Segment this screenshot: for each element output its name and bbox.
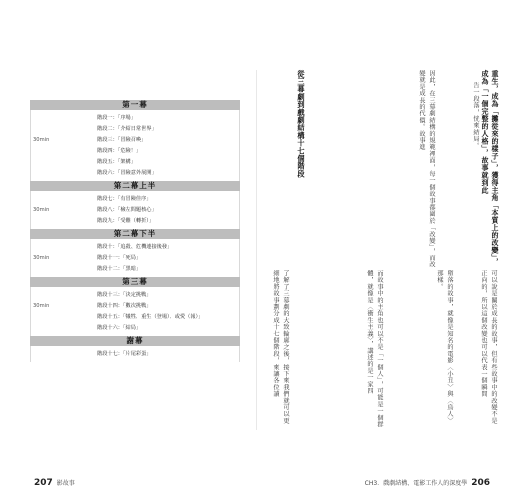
stage-row xyxy=(31,134,239,145)
stage-row xyxy=(31,215,239,226)
act-block xyxy=(30,346,240,362)
act-block xyxy=(30,191,240,229)
act-header: 第二幕下半 xyxy=(30,229,240,239)
act-header: 第三幕 xyxy=(30,277,240,287)
stage-row xyxy=(31,322,239,333)
stage-label: 階段七：「有冒險佳序」 xyxy=(97,196,152,202)
stage-label: 階段三：「冒險召喚」 xyxy=(97,137,147,143)
act-block xyxy=(30,239,240,277)
left-page xyxy=(20,70,250,488)
paragraph-col-4: 可以說是關於成長的故事，但有些故事中的改變不是正向的，所以這個改變也可以代表一個瞬間 xyxy=(480,270,497,425)
act-block xyxy=(30,110,240,181)
stage-label: 階段九：「受難（轉折）」 xyxy=(97,218,155,224)
stage-row xyxy=(31,311,239,322)
stage-row xyxy=(31,193,239,204)
stage-label: 階段十一：「死局」 xyxy=(97,255,142,261)
act-duration: 30min xyxy=(33,136,50,143)
stage-label: 階段十二：「黑暗」 xyxy=(97,266,142,272)
right-footer-chapter: CH3．戲劇結構、電影工作人的深度學 xyxy=(364,480,468,487)
stage-label: 階段八：「檢左問題核心」 xyxy=(97,207,157,213)
stage-row xyxy=(31,145,239,156)
act-block xyxy=(30,287,240,336)
stage-row xyxy=(31,156,239,167)
stage-label: 階段十五：「犧牲．重生（登場）．或愛（報）」 xyxy=(97,314,204,320)
right-page-number: 206 xyxy=(471,478,490,488)
stage-label: 階段一：「序場」 xyxy=(97,115,136,121)
stage-label: 階段五：「架構」 xyxy=(97,159,136,165)
stage-label: 階段十：「追殺、危機連接後發」 xyxy=(97,244,173,250)
act-duration: 30min xyxy=(33,206,50,213)
paragraph-col-2: 告一段落，恍來結局。 xyxy=(472,82,479,149)
right-footer xyxy=(365,478,490,488)
paragraph-col-6: 而故事中的主角也可以不是「一個人」，可能是一個群體，就像是〈衝生主義〉，講述的是一家四 xyxy=(366,270,383,428)
paragraph-col-3: 因此，在三幕劇結構的規範裡面，每一個故事都圍於「改變」，而改變就是成長的代價。故事進 xyxy=(418,70,435,268)
stage-row xyxy=(31,252,239,263)
stage-row xyxy=(31,300,239,311)
stage-label: 階段十四：「數次挑戰」 xyxy=(97,303,152,309)
stage-row xyxy=(31,167,239,178)
stage-row xyxy=(31,289,239,300)
act-duration: 30min xyxy=(33,254,50,261)
act-header: 第二幕上半 xyxy=(30,181,240,191)
act-duration: 30min xyxy=(33,302,50,309)
stage-row xyxy=(31,123,239,134)
left-page-number: 207 xyxy=(34,478,53,488)
act-header: 謝幕 xyxy=(30,336,240,346)
left-footer xyxy=(34,478,75,488)
paragraph-col-5: 墮落的故事，就像是知名的電影〈小丑〉與〈鳥人〉那樣。 xyxy=(436,270,453,425)
stage-row xyxy=(31,263,239,274)
stage-label: 階段十三：「決定挑戰」 xyxy=(97,292,152,298)
stage-row xyxy=(31,204,239,215)
section-heading: 從三幕劇到戲劇結構十七個階段 xyxy=(297,70,306,178)
act-header: 第一幕 xyxy=(30,100,240,110)
stage-label: 階段四：「危險！」 xyxy=(97,148,142,154)
stage-label: 階段二：「介紹日常世界」 xyxy=(97,126,157,132)
stage-row xyxy=(31,241,239,252)
act-structure-table xyxy=(30,100,240,362)
paragraph-col-7: 了解了三幕劇的大致輪廓之後，接下來我們就可以更細地將故事劃分成十七個階段，來讓各位讀 xyxy=(272,270,289,425)
stage-label: 階段十六：「結局」 xyxy=(97,325,142,331)
stage-label: 階段十七：「片尾彩蛋」 xyxy=(97,351,152,357)
stage-label: 階段六：「冒險意外展開」 xyxy=(97,170,157,176)
left-footer-label: 影故事 xyxy=(56,480,75,487)
paragraph-col-1: 重生，成為「攤從來的樣子」，獲得主角「本質上的改變」，成為「一個完整的人格」，故事就到此 xyxy=(481,70,499,266)
book-gutter xyxy=(256,70,257,430)
right-page xyxy=(262,70,504,488)
stage-row xyxy=(31,112,239,123)
stage-row xyxy=(31,348,239,359)
